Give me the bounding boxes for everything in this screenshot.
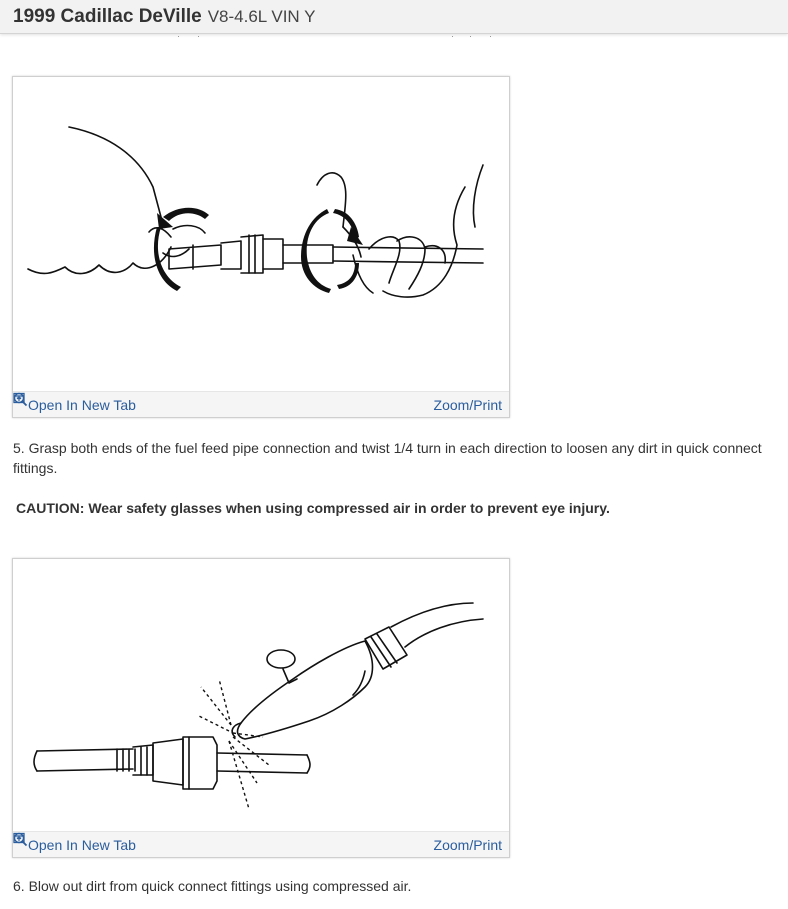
figure-toolbar	[13, 831, 509, 857]
open-new-tab-link[interactable]	[24, 837, 136, 853]
open-new-tab-label: Open In New Tab	[28, 396, 136, 413]
open-new-tab-link[interactable]	[24, 397, 136, 413]
vehicle-engine: V8-4.6L VIN Y	[207, 6, 316, 26]
figure-toolbar	[13, 391, 509, 417]
step-6-text: 6. Blow out dirt from quick connect fittings using compressed air.	[13, 878, 412, 894]
page-header	[0, 0, 788, 34]
zoom-print-link[interactable]	[430, 837, 502, 853]
fuel-pipe-twist-illustration	[13, 77, 509, 391]
zoom-print-label: Zoom/Print	[433, 836, 502, 853]
zoom-print-link[interactable]	[430, 397, 502, 413]
open-new-tab-label: Open In New Tab	[28, 836, 136, 853]
step-5-text: 5. Grasp both ends of the fuel feed pipe connection and twist 1/4 turn in each direction to loosen any dirt in quick connect fittings.	[13, 440, 762, 476]
vehicle-title: 1999 Cadillac DeVille	[13, 5, 202, 27]
compressed-air-illustration	[13, 559, 509, 831]
figure-twist-connection	[12, 76, 510, 418]
zoom-print-label: Zoom/Print	[433, 396, 502, 413]
figure-blow-out-dirt	[12, 558, 510, 858]
cutoff-text-remnant	[0, 35, 788, 39]
caution-text: CAUTION: Wear safety glasses when using compressed air in order to prevent eye injury.	[16, 500, 610, 516]
